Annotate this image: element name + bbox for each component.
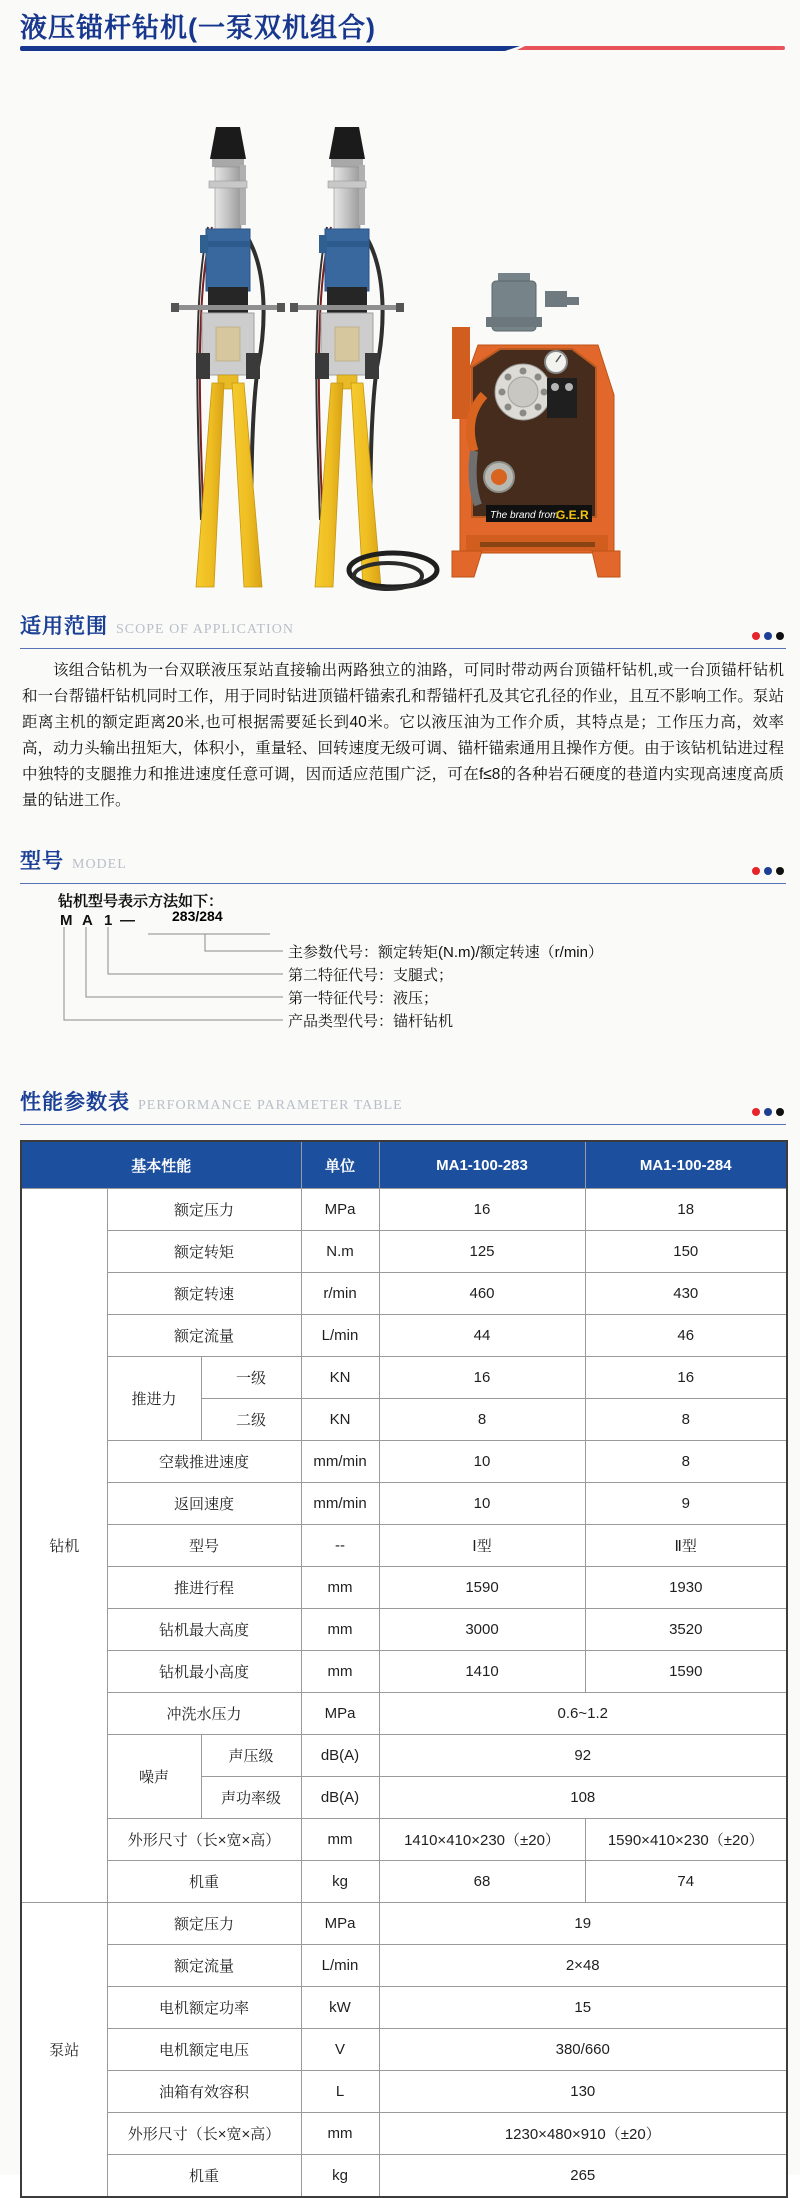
pump-brand-label-text: The brand from (490, 510, 559, 521)
params-table-body (21, 1189, 787, 2198)
param-cell: -- (301, 1525, 379, 1567)
section-header-params (20, 1086, 786, 1125)
param-cell: 推进力 (107, 1357, 201, 1441)
param-cell: 16 (379, 1357, 585, 1399)
param-cell: 150 (585, 1231, 787, 1273)
scope-paragraph: 该组合钻机为一台双联液压泵站直接输出两路独立的油路，可同时带动两台顶锚杆钻机,或一台顶锚杆钻机和一台帮锚杆钻机同时工作，用于同时钻进顶锚杆锚索孔和帮锚杆孔及其它孔径的作业，且互不影响工作。泵站距离主机的额定距离20米,也可根据需要延长到40米。它以液压油为工作介质，其特点是；工作压力高，效率高，动力头输出扭矩大，体积小，重量轻、回转速度无级可调、锚杆锚索通用且操作方便。由于该钻机钻进过程中独特的支腿推力和推进速度任意可调，因而适应范围广泛，可在f≤8的各种岩石硬度的巷道内实现高速度高质量的钻进工作。 (22, 662, 784, 809)
param-cell: L/min (301, 1945, 379, 1987)
params-table (20, 1140, 788, 2198)
param-cell: 16 (585, 1357, 787, 1399)
param-cell: MPa (301, 1903, 379, 1945)
header-model-284: MA1-100-284 (585, 1141, 787, 1189)
table-row (21, 1273, 787, 1315)
param-cell: 3000 (379, 1609, 585, 1651)
param-cell: 1590 (585, 1651, 787, 1693)
table-row (21, 1651, 787, 1693)
param-cell: 0.6~1.2 (379, 1693, 787, 1735)
param-cell: mm/min (301, 1483, 379, 1525)
title-bar-red-segment (517, 46, 785, 50)
table-row (21, 1525, 787, 1567)
param-cell: 外形尺寸（长×宽×高） (107, 2113, 301, 2155)
param-cell: 钻机最小高度 (107, 1651, 301, 1693)
product-image (0, 65, 800, 600)
header-basic-performance: 基本性能 (21, 1141, 301, 1189)
param-cell: mm (301, 1609, 379, 1651)
dot-red (752, 1108, 760, 1116)
param-cell: r/min (301, 1273, 379, 1315)
param-cell: 1590×410×230（±20） (585, 1819, 787, 1861)
param-cell: 8 (585, 1399, 787, 1441)
param-cell: 1930 (585, 1567, 787, 1609)
section-title: 适用范围 (20, 615, 108, 638)
section-dots (752, 1108, 784, 1116)
param-cell: 430 (585, 1273, 787, 1315)
dot-blue (764, 867, 772, 875)
param-cell: 46 (585, 1315, 787, 1357)
model-code-dash: — (120, 912, 135, 929)
model-label-main-param: 主参数代号：额定转矩(N.m)/额定转速（r/min） (288, 944, 603, 961)
param-cell: 265 (379, 2155, 787, 2198)
section-dots (752, 632, 784, 640)
table-row (21, 1861, 787, 1903)
param-cell: dB(A) (301, 1735, 379, 1777)
param-cell: Ⅰ型 (379, 1525, 585, 1567)
param-cell: 型号 (107, 1525, 301, 1567)
dot-red (752, 867, 760, 875)
param-cell: 10 (379, 1483, 585, 1525)
param-cell: 外形尺寸（长×宽×高） (107, 1819, 301, 1861)
param-cell: KN (301, 1357, 379, 1399)
param-cell: 二级 (201, 1399, 301, 1441)
param-cell: 1230×480×910（±20） (379, 2113, 787, 2155)
dot-black (776, 632, 784, 640)
param-cell: 机重 (107, 1861, 301, 1903)
param-cell: 一级 (201, 1357, 301, 1399)
param-cell: 92 (379, 1735, 787, 1777)
param-cell: 1590 (379, 1567, 585, 1609)
table-row (21, 2029, 787, 2071)
section-subtitle: PERFORMANCE PARAMETER TABLE (138, 1098, 403, 1113)
model-intro-text: 钻机型号表示方法如下： (58, 893, 224, 910)
param-cell: 108 (379, 1777, 787, 1819)
section-subtitle: MODEL (72, 857, 127, 872)
param-cell: 3520 (585, 1609, 787, 1651)
table-row (21, 1441, 787, 1483)
param-cell: KN (301, 1399, 379, 1441)
param-cell: 冲洗水压力 (107, 1693, 301, 1735)
table-row (21, 1231, 787, 1273)
dot-red (752, 632, 760, 640)
table-row (21, 1945, 787, 1987)
group-label-pump: 泵站 (21, 1903, 107, 2198)
param-cell: MPa (301, 1189, 379, 1231)
title-underline-bar (20, 46, 786, 52)
table-row (21, 1735, 787, 1777)
table-row (21, 2071, 787, 2113)
param-cell: 68 (379, 1861, 585, 1903)
param-cell: 声功率级 (201, 1777, 301, 1819)
table-row (21, 1567, 787, 1609)
table-row (21, 1987, 787, 2029)
param-cell: 额定转矩 (107, 1231, 301, 1273)
param-cell: 额定流量 (107, 1315, 301, 1357)
table-row (21, 1819, 787, 1861)
param-cell: 44 (379, 1315, 585, 1357)
table-row (21, 1357, 787, 1399)
table-row (21, 1189, 787, 1231)
param-cell: 额定压力 (107, 1189, 301, 1231)
table-header-row (21, 1141, 787, 1189)
param-cell: 74 (585, 1861, 787, 1903)
param-cell: 15 (379, 1987, 787, 2029)
section-subtitle: SCOPE OF APPLICATION (116, 622, 294, 637)
param-cell: 电机额定功率 (107, 1987, 301, 2029)
drill-rig-right (290, 127, 404, 587)
param-cell: Ⅱ型 (585, 1525, 787, 1567)
table-row (21, 1693, 787, 1735)
param-cell: N.m (301, 1231, 379, 1273)
section-header-model (20, 845, 786, 884)
param-cell: 噪声 (107, 1735, 201, 1819)
param-cell: 空载推进速度 (107, 1441, 301, 1483)
model-label-first-feature: 第一特征代号：液压； (288, 990, 439, 1007)
model-label-second-feature: 第二特征代号：支腿式； (288, 967, 454, 984)
param-cell: 电机额定电压 (107, 2029, 301, 2071)
pump-station (452, 273, 620, 577)
param-cell: 1410 (379, 1651, 585, 1693)
param-cell: mm (301, 2113, 379, 2155)
table-row (21, 1903, 787, 1945)
param-cell: 19 (379, 1903, 787, 1945)
section-title: 性能参数表 (20, 1091, 130, 1114)
dot-blue (764, 1108, 772, 1116)
param-cell: MPa (301, 1693, 379, 1735)
param-cell: 2×48 (379, 1945, 787, 1987)
param-cell: mm (301, 1567, 379, 1609)
table-row (21, 2155, 787, 2198)
param-cell: kW (301, 1987, 379, 2029)
pump-brand-name: G.E.R (556, 508, 589, 522)
product-image-svg (0, 65, 800, 600)
param-cell: 1410×410×230（±20） (379, 1819, 585, 1861)
param-cell: 460 (379, 1273, 585, 1315)
param-cell: 8 (585, 1441, 787, 1483)
param-cell: mm (301, 1819, 379, 1861)
section-title: 型号 (20, 850, 64, 873)
param-cell: mm/min (301, 1441, 379, 1483)
model-label-product-type: 产品类型代号：锚杆钻机 (288, 1013, 454, 1030)
param-cell: 油箱有效容积 (107, 2071, 301, 2113)
param-cell: 额定转速 (107, 1273, 301, 1315)
header-model-283: MA1-100-283 (379, 1141, 585, 1189)
param-cell: 9 (585, 1483, 787, 1525)
dot-blue (764, 632, 772, 640)
param-cell: dB(A) (301, 1777, 379, 1819)
param-cell: 10 (379, 1441, 585, 1483)
param-cell: 额定流量 (107, 1945, 301, 1987)
param-cell: L/min (301, 1315, 379, 1357)
model-code-digit-1: 1 (104, 912, 113, 929)
param-cell: 8 (379, 1399, 585, 1441)
param-cell: kg (301, 1861, 379, 1903)
model-code-letter-m: M (60, 912, 73, 929)
param-cell: L (301, 2071, 379, 2113)
param-cell: 返回速度 (107, 1483, 301, 1525)
table-row (21, 1609, 787, 1651)
param-cell: 机重 (107, 2155, 301, 2198)
model-code-letter-a: A (82, 912, 93, 929)
param-cell: 额定压力 (107, 1903, 301, 1945)
param-cell: 推进行程 (107, 1567, 301, 1609)
header-unit: 单位 (301, 1141, 379, 1189)
param-cell: 130 (379, 2071, 787, 2113)
group-label-drill: 钻机 (21, 1189, 107, 1903)
page-title: 液压锚杆钻机(一泵双机组合) (20, 13, 376, 43)
table-row (21, 2113, 787, 2155)
param-cell: 声压级 (201, 1735, 301, 1777)
table-row (21, 1483, 787, 1525)
param-cell: mm (301, 1651, 379, 1693)
param-cell: 18 (585, 1189, 787, 1231)
title-bar-blue-segment (20, 46, 520, 51)
param-cell: kg (301, 2155, 379, 2198)
param-cell: 125 (379, 1231, 585, 1273)
section-header-scope (20, 610, 786, 649)
model-code-main: 283/284 (172, 908, 223, 924)
dot-black (776, 867, 784, 875)
table-row (21, 1315, 787, 1357)
section-dots (752, 867, 784, 875)
drill-rig-left (171, 127, 285, 587)
param-cell: 16 (379, 1189, 585, 1231)
param-cell: V (301, 2029, 379, 2071)
param-cell: 380/660 (379, 2029, 787, 2071)
param-cell: 钻机最大高度 (107, 1609, 301, 1651)
dot-black (776, 1108, 784, 1116)
